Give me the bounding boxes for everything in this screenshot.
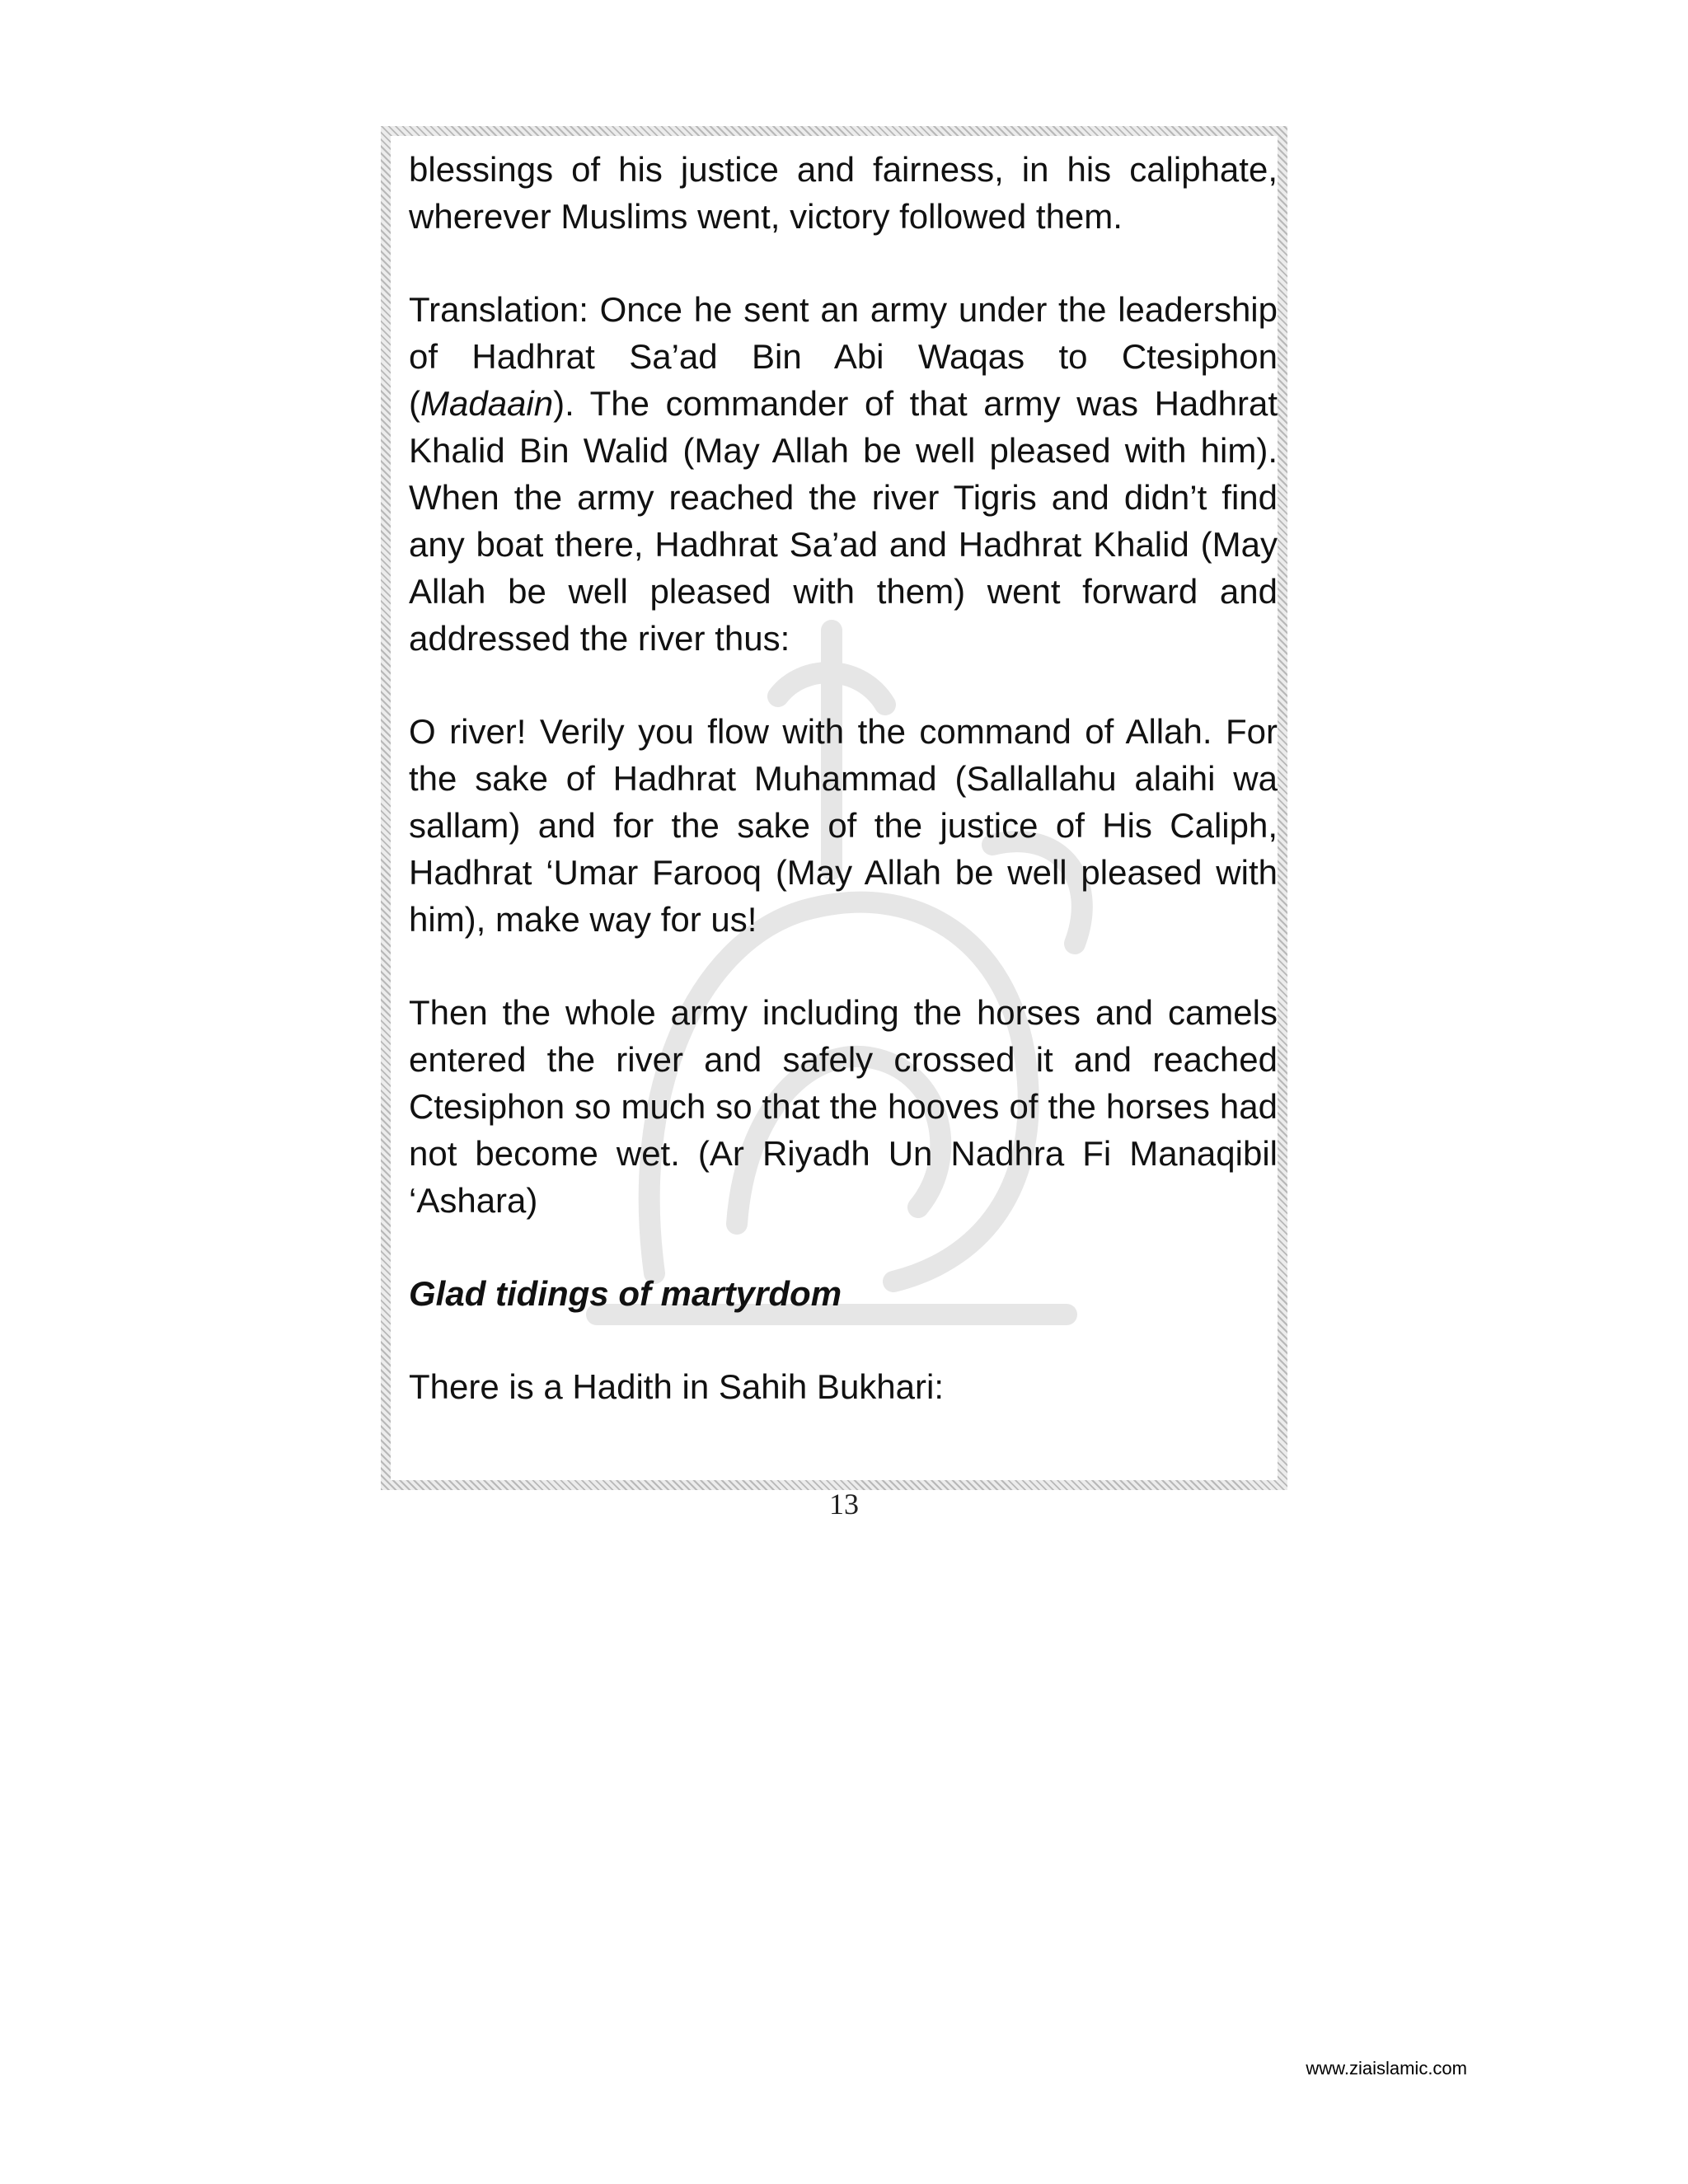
paragraph-blessings (409, 146, 1278, 240)
paragraph-translation (409, 286, 1278, 662)
page-frame (381, 126, 1287, 1490)
page-content-area (391, 136, 1278, 1480)
paragraph-crossing (409, 989, 1278, 1224)
page-number: 13 (829, 1488, 859, 1521)
paragraph-text: Translation: Once he sent an army under the leadership of Hadhrat Sa’ad Bin Abi Waqas to Ctesiphon ( (409, 290, 1278, 423)
paragraph-text: blessings of his justice and fairness, in his caliphate, wherever Muslims went, victory followed them. (409, 150, 1278, 236)
paragraph-text: ). The commander of that army was Hadhrat Khalid Bin Walid (May Allah be well pleased with him). When the army reached the river Tigris and didn’t find any boat there, Hadhrat Sa’ad and Hadhrat Khalid (May Allah be well pleased with them) went forward and addressed the river thus: (409, 384, 1278, 658)
paragraph-hadith-intro: There is a Hadith in Sahih Bukhari: (409, 1367, 945, 1406)
website-footer: www.ziaislamic.com (1306, 2058, 1467, 2079)
main-text (409, 146, 1278, 1456)
italic-place-name: Madaain (420, 384, 554, 423)
paragraph-text: O river! Verily you flow with the command of Allah. For the sake of Hadhrat Muhammad (Sallallahu alaihi wa sallam) and for the sake of the justice of His Caliph, Hadhrat ‘Umar Farooq (May Allah be well pleased with him), make way for us! (409, 712, 1278, 939)
section-heading: Glad tidings of martyrdom (409, 1274, 842, 1313)
paragraph-river-address (409, 708, 1278, 943)
paragraph-text: Then the whole army including the horses and camels entered the river and safely crossed it and reached Ctesiphon so much so that the hooves of the horses had not become wet. (Ar Riyadh Un Nadhra Fi Manaqibil ‘Ashara) (409, 993, 1278, 1220)
